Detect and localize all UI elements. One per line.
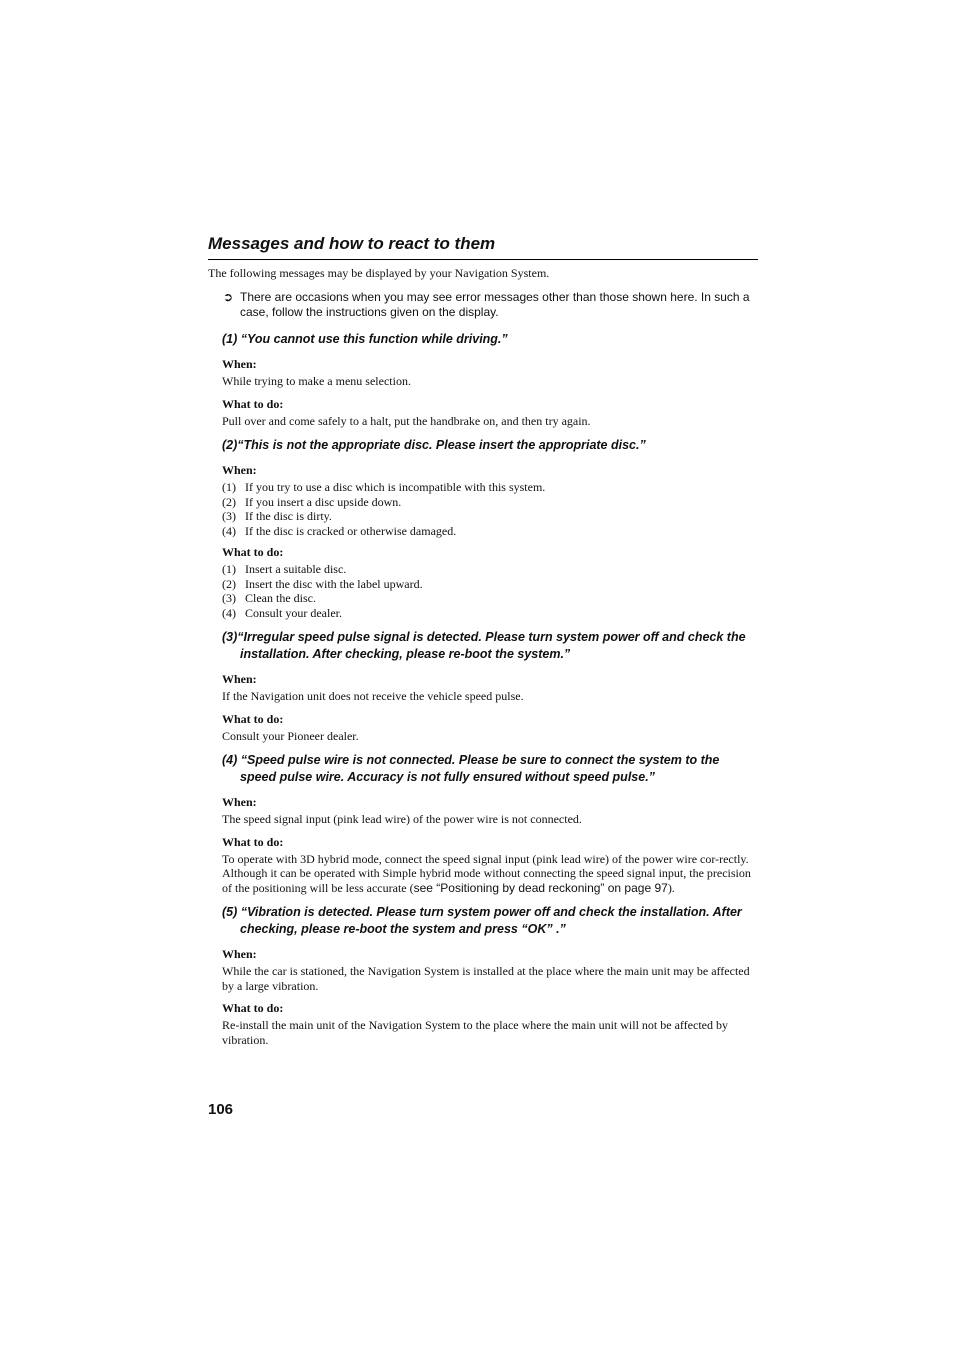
when-text: If the Navigation unit does not receive the vehicle speed pulse.	[222, 689, 524, 703]
list-number: (3)	[222, 591, 236, 605]
what-to-do-text: Pull over and come safely to a halt, put the handbrake on, and then try again.	[222, 413, 591, 428]
note	[223, 290, 758, 320]
when-list	[222, 480, 758, 538]
what-to-do-label: What to do:	[222, 1001, 284, 1015]
message-heading-2: (2)“This is not the appropriate disc. Please insert the appropriate disc.”	[222, 438, 646, 452]
page-title: Messages and how to react to them	[208, 232, 758, 260]
message-section-2	[222, 437, 758, 620]
when-label: When:	[222, 463, 257, 477]
what-to-do-text-start: To operate with 3D hybrid mode, connect the speed signal input (pink lead wire) of the power wire cor-rectly. Although it can be operated with Simple hybrid mode without connecting the speed signal input, the precision of the positioning will be less accurate (	[222, 851, 751, 895]
list-text: Insert the disc with the label upward.	[245, 576, 423, 591]
list-text: If the disc is cracked or otherwise damaged.	[245, 523, 457, 538]
message-section-3	[222, 629, 758, 743]
list-item	[222, 524, 758, 539]
when-label: When:	[222, 947, 257, 961]
what-to-do-text	[222, 852, 758, 896]
page-reference: see “Positioning by dead reckoning” on page 97	[413, 880, 668, 895]
list-item	[222, 562, 758, 577]
when-text: The speed signal input (pink lead wire) of the power wire is not connected.	[222, 812, 582, 826]
what-to-do-label: What to do:	[222, 834, 284, 849]
message-heading-1: (1) “You cannot use this function while driving.”	[222, 332, 508, 346]
when-label: When:	[222, 357, 257, 371]
when-text: While trying to make a menu selection.	[222, 374, 411, 388]
page-number: 106	[208, 1101, 234, 1118]
list-item	[222, 509, 758, 524]
when-label: When:	[222, 795, 257, 809]
list-number: (4)	[222, 605, 236, 620]
list-item	[222, 606, 758, 621]
message-section-5	[222, 904, 758, 1047]
what-to-do-text: Re-install the main unit of the Navigation System to the place where the main unit will not be affected by vibration.	[222, 1018, 728, 1047]
message-heading-3: (3)“Irregular speed pulse signal is detected. Please turn system power off and check the installation. After checking, please re-boot the system.”	[222, 630, 746, 661]
message-heading-4: (4) “Speed pulse wire is not connected. Please be sure to connect the system to the speed pulse wire. Accuracy is not fully ensured without speed pulse.”	[222, 753, 720, 784]
list-item	[222, 577, 758, 592]
list-text: If the disc is dirty.	[245, 509, 332, 523]
list-item	[222, 480, 758, 495]
list-number: (1)	[222, 562, 236, 576]
page-content	[208, 232, 758, 1047]
list-number: (2)	[222, 576, 236, 591]
when-label: When:	[222, 672, 257, 686]
intro-text: The following messages may be displayed by your Navigation System.	[208, 266, 550, 280]
when-text: While the car is stationed, the Navigation System is installed at the place where the main unit may be affected by a large vibration.	[222, 964, 750, 993]
message-section-4	[222, 752, 758, 895]
what-to-do-text: Consult your Pioneer dealer.	[222, 728, 359, 743]
list-text: If you try to use a disc which is incompatible with this system.	[245, 480, 546, 494]
arrow-note-icon: ➲	[223, 290, 234, 304]
list-number: (4)	[222, 523, 236, 538]
list-number: (1)	[222, 480, 236, 494]
message-heading-5: (5) “Vibration is detected. Please turn system power off and check the installation. After checking, please re-boot the system and press “OK” .”	[222, 905, 742, 936]
what-to-do-label: What to do:	[222, 545, 284, 559]
list-text: Insert a suitable disc.	[245, 562, 347, 576]
message-section-1	[222, 331, 758, 428]
what-to-do-label: What to do:	[222, 396, 284, 411]
list-text: Consult your dealer.	[245, 605, 342, 620]
list-text: If you insert a disc upside down.	[245, 494, 402, 509]
list-text: Clean the disc.	[245, 591, 316, 605]
what-to-do-label: What to do:	[222, 711, 284, 726]
list-item	[222, 591, 758, 606]
list-number: (2)	[222, 494, 236, 509]
note-text: There are occasions when you may see error messages other than those shown here. In such a case, follow the instructions given on the display.	[240, 290, 750, 319]
list-item	[222, 495, 758, 510]
list-number: (3)	[222, 509, 236, 523]
what-to-do-list	[222, 562, 758, 620]
what-to-do-text-end: ).	[667, 880, 675, 895]
